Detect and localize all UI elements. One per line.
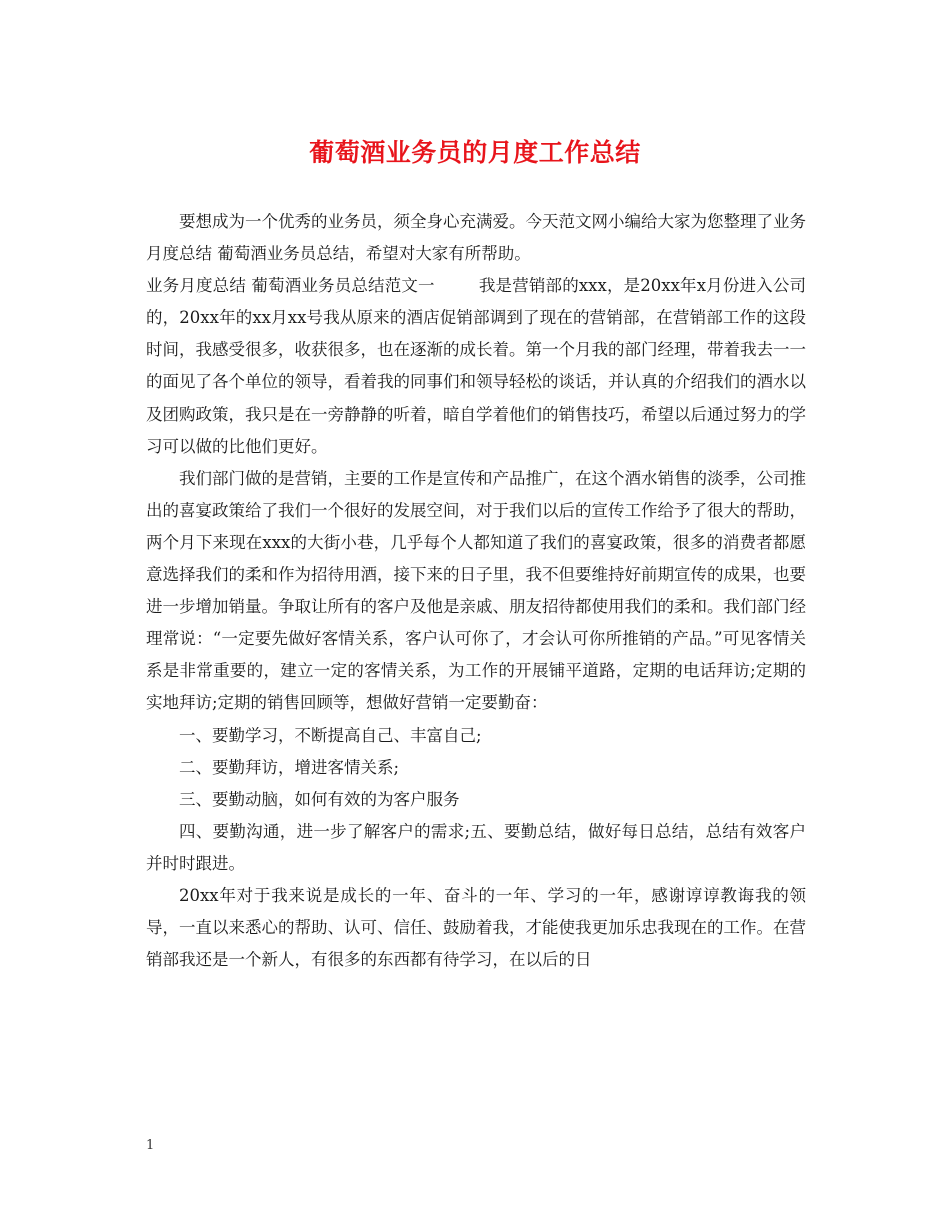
list-item-2: 二、要勤拜访，增进客情关系; [179, 757, 400, 777]
closing-paragraph: 20xx年对于我来说是成长的一年、奋斗的一年、学习的一年，感谢谆谆教诲我的领导，一直以来悉心的帮助、认可、信任、鼓励着我，才能使我更加乐忠我现在的工作。在营销部我还是一个新人，有很多的东西都有待学习，在以后的日 [146, 885, 806, 970]
document-title: 葡萄酒业务员的月度工作总结 [309, 138, 641, 167]
section-paragraph [146, 270, 806, 463]
marketing-paragraph: 我们部门做的是营销，主要的工作是宣传和产品推广，在这个酒水销售的淡季，公司推出的喜宴政策给了我们一个很好的发展空间，对于我们以后的宣传工作给予了很大的帮助，两个月下来现在xxx的大街小巷，几乎每个人都知道了我们的喜宴政策，很多的消费者都愿意选择我们的柔和作为招待用酒，接下来的日子里，我不但要维持好前期宣传的成果，也要进一步增加销量。争取让所有的客户及他是亲戚、朋友招待都使用我们的柔和。我们部门经理常说：“一定要先做好客情关系，客户认可你了，才会认可你所推销的产品。”可见客情关系是非常重要的，建立一定的客情关系，为工作的开展铺平道路，定期的电话拜访;定期的实地拜访;定期的销售回顾等，想做好营销一定要勤奋： [146, 468, 806, 713]
list-item-1: 一、要勤学习，不断提高自己、丰富自己; [179, 725, 482, 745]
section-heading: 业务月度总结 葡萄酒业务员总结范文一 [146, 276, 435, 296]
intro-paragraph: 要想成为一个优秀的业务员，须全身心充满爱。今天范文网小编给大家为您整理了业务月度总结 葡萄酒业务员总结，希望对大家有所帮助。 [146, 212, 806, 264]
section-text: 我是营销部的xxx，是20xx年x月份进入公司的，20xx年的xx月xx号我从原来的酒店促销部调到了现在的营销部，在营销部工作的这段时间，我感受很多，收获很多，也在逐渐的成长着。第一个月我的部门经理，带着我去一一的面见了各个单位的领导，看着我的同事们和领导轻松的谈话，并认真的介绍我们的酒水以及团购政策，我只是在一旁静静的听着，暗自学着他们的销售技巧，希望以后通过努力的学习可以做的比他们更好。 [146, 276, 807, 456]
list-item-4: 四、要勤沟通，进一步了解客户的需求;五、要勤总结，做好每日总结，总结有效客户并时时跟进。 [146, 821, 806, 873]
list-item-3: 三、要勤动脑，如何有效的为客户服务 [179, 789, 460, 809]
document-body [146, 206, 806, 976]
page-number: 1 [146, 1138, 155, 1153]
